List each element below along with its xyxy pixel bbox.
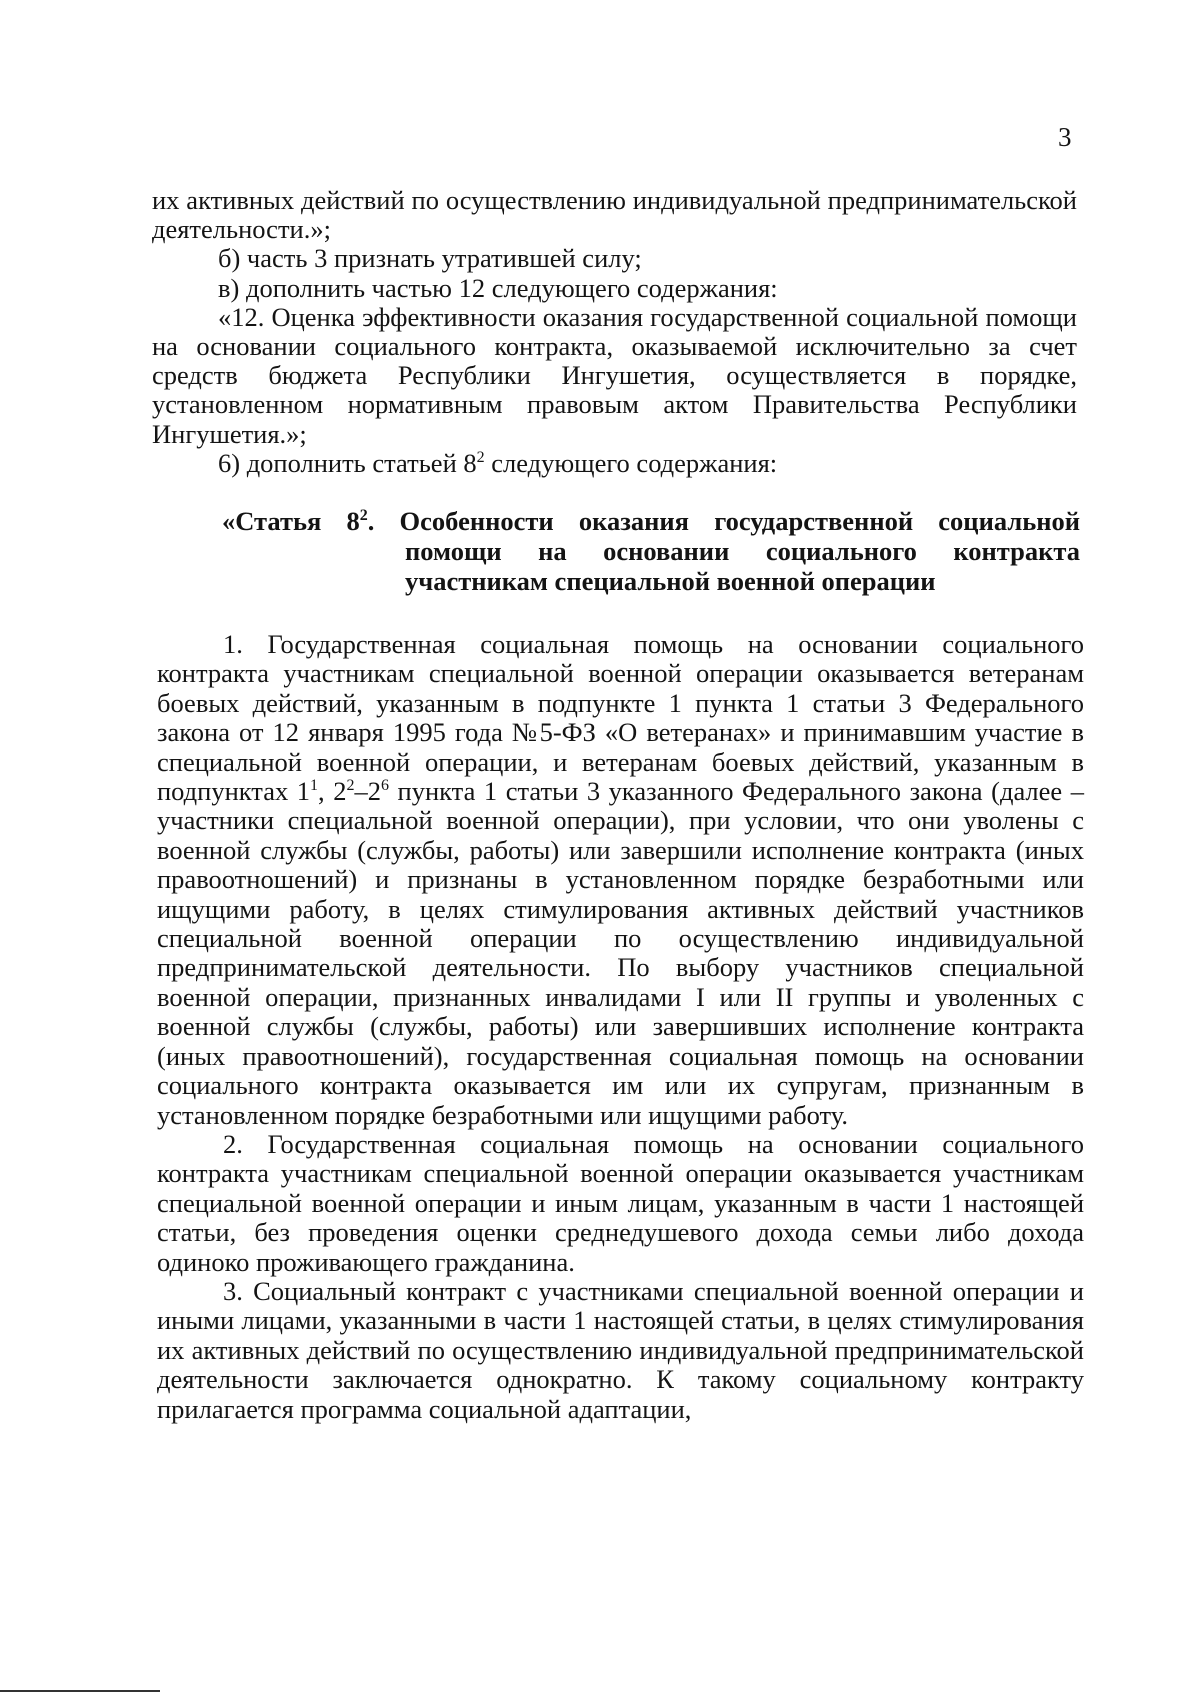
text-block-article-body: [157, 630, 1084, 1424]
heading-superscript: 2: [359, 507, 368, 525]
section-1-text-d: пункта 1 статьи 3 указанного Федерального закона (далее – участники специальной военной операции), при условии, что они уволены с военной службы (службы, работы) или завершили исполнение контракта (иных правоотношений) и признаны в установленном порядке безработными или ищущими работу, в целях стимулирования активных действий участников специальной военной операции по осуществлению индивидуальной предпринимательской деятельности. По выбору участников специальной военной операции, признанных инвалидами I или II группы и уволенных с военной службы (службы, работы) или завершивших исполнение контракта (иных правоотношений), государственная социальная помощь на основании социального контракта оказывается им или их супругам, признанным в установленном порядке безработными или ищущими работу.: [157, 776, 1084, 1130]
paragraph-6-text-a: 6) дополнить статьей 8: [218, 447, 477, 478]
text-block-amendments: [152, 186, 1077, 478]
article-heading: [222, 506, 1080, 596]
article-heading-rest: [222, 536, 1080, 596]
article-section-2: 2. Государственная социальная помощь на основании социального контракта участникам специальной военной операции оказывается участникам специальной военной операции и иным лицам, указанным в части 1 настоящей статьи, без проведения оценки среднедушевого дохода семьи либо дохода одиноко проживающего гражданина.: [157, 1128, 1084, 1277]
paragraph-6: [152, 449, 1077, 478]
article-heading-line-3: участникам специальной военной операции: [405, 566, 936, 596]
article-heading-line-2: помощи на основании социального контракта: [405, 536, 1080, 566]
paragraph-quote-12: «12. Оценка эффективности оказания государственной социальной помощи на основании социального контракта, оказываемой исключительно за счет средств бюджета Республики Ингушетия, осуществляется в порядке, установленном нормативным правовым актом Правительства Республики Ингушетия.»;: [152, 301, 1077, 449]
paragraph-v: в) дополнить частью 12 следующего содержания:: [218, 272, 778, 303]
article-heading-line-1: [222, 506, 1080, 536]
article-section-3: 3. Социальный контракт с участниками специальной военной операции и иными лицами, указанными в части 1 настоящей статьи, в целях стимулирования их активных действий по осуществлению индивидуальной предпринимательской деятельности заключается однократно. К такому социальному контракту прилагается программа социальной адаптации,: [157, 1275, 1084, 1424]
scan-edge-mark: [0, 1690, 160, 1692]
section-1-superscript-3: 6: [380, 777, 389, 795]
paragraph-b: б) часть 3 признать утратившей силу;: [218, 243, 642, 274]
section-1-superscript-1: 1: [310, 777, 319, 795]
paragraph-continuation: их активных действий по осуществлению индивидуальной предпринимательской деятельности.»;: [152, 185, 1077, 245]
section-1-text-b: , 2: [318, 776, 347, 807]
paragraph-6-superscript: 2: [476, 449, 485, 466]
page-number: 3: [1058, 122, 1072, 152]
heading-text-a: «Статья 8: [222, 506, 360, 536]
section-1-superscript-2: 2: [346, 777, 355, 795]
article-section-1: [157, 630, 1084, 1130]
section-1-text-a: 1. Государственная социальная помощь на основании социального контракта участникам специальной военной операции оказывается ветеранам боевых действий, указанным в подпункте 1 пункта 1 статьи 3 Федерального закона от 12 января 1995 года №5-ФЗ «О ветеранах» и принимавшим участие в специальной военной операции, и ветеранам боевых действий, указанным в подпунктах 1: [157, 629, 1084, 807]
heading-text-b: . Особенности оказания государственной социальной: [367, 506, 1080, 536]
paragraph-6-text-b: следующего содержания:: [484, 447, 778, 478]
section-1-text-c: –2: [354, 776, 381, 807]
